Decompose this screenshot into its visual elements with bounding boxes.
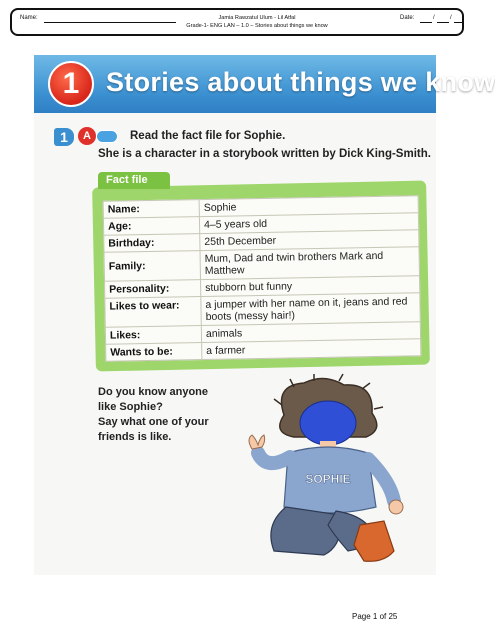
fact-value: 25th December xyxy=(200,230,419,251)
fact-file-table xyxy=(103,195,422,361)
fact-value: a farmer xyxy=(202,339,421,360)
fact-key: Wants to be: xyxy=(106,343,202,362)
question-line: like Sophie? xyxy=(98,401,163,413)
worksheet-header xyxy=(10,8,464,36)
fact-value: Sophie xyxy=(199,196,418,217)
fact-value: stubborn but funny xyxy=(201,276,420,297)
fact-key: Name: xyxy=(103,200,199,219)
exercise-part-badge: A xyxy=(78,127,96,145)
fact-value: a jumper with her name on it, jeans and red boots (messy hair!) xyxy=(201,293,420,326)
textbook-page xyxy=(34,55,495,575)
exercise-number: 1 xyxy=(54,128,74,146)
fact-value: Mum, Dad and twin brothers Mark and Matthew xyxy=(200,247,419,280)
date-month-line xyxy=(437,22,449,23)
fact-key: Likes: xyxy=(105,326,201,345)
fact-value: 4–5 years old xyxy=(199,213,418,234)
fact-key: Family: xyxy=(104,251,200,282)
date-separator: / xyxy=(433,15,435,21)
instruction-line-2: She is a character in a storybook written by Dick King-Smith. xyxy=(98,148,431,160)
date-label: Date: xyxy=(400,15,415,21)
question-line: friends is like. xyxy=(98,431,172,443)
fact-value: animals xyxy=(201,322,420,343)
question-line: Do you know anyone xyxy=(98,386,209,398)
jumper-label: SOPHIE xyxy=(305,472,351,486)
speech-bubble-icon xyxy=(96,130,118,143)
unit-title: Stories about things we know xyxy=(106,67,495,97)
fact-file-tab: Fact file xyxy=(98,172,170,189)
question-line: Say what one of your xyxy=(98,416,209,428)
sophie-illustration xyxy=(244,375,414,575)
school-name: Jamia Rawzatul Ulum - Lil Atfal xyxy=(218,15,296,21)
discussion-question xyxy=(98,385,248,445)
fact-key: Age: xyxy=(103,217,199,236)
course-title: Grade-1- ENG LAN – 1.0 – Stories about things we know xyxy=(186,23,328,29)
date-separator: / xyxy=(450,15,452,21)
unit-number-badge: 1 xyxy=(48,61,94,107)
page-number: Page 1 of 25 xyxy=(352,612,398,621)
fact-key: Personality: xyxy=(105,280,201,299)
fact-key: Likes to wear: xyxy=(105,297,201,328)
fact-key: Birthday: xyxy=(104,234,200,253)
date-year-line xyxy=(454,22,464,23)
unit-banner xyxy=(34,55,495,113)
name-blank-line xyxy=(44,22,176,23)
instruction-line-1: Read the fact file for Sophie. xyxy=(130,130,286,142)
date-day-line xyxy=(420,22,432,23)
name-label: Name: xyxy=(20,15,38,21)
header-center xyxy=(162,14,352,30)
